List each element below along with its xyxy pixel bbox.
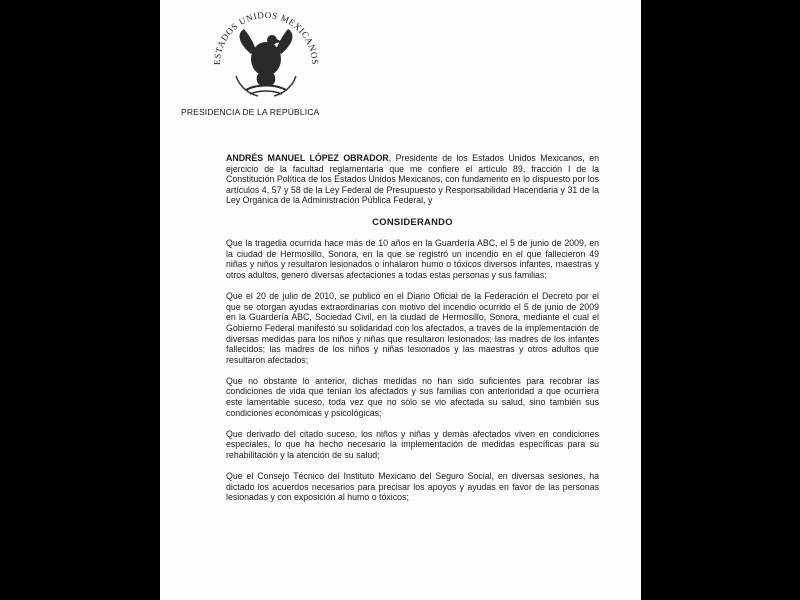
president-name: ANDRÉS MANUEL LÓPEZ OBRADOR: [226, 153, 389, 163]
document-page: [160, 0, 641, 600]
mexican-coat-of-arms-seal: [206, 4, 326, 102]
considerando-paragraph-4: Que derivado del citado suceso, los niños y niñas y demás afectados viven en condiciones especiales, lo que ha hecho necesario la implementación de medidas específicas para su rehabilitación y la atención de su salud;: [226, 428, 599, 461]
considerando-heading: CONSIDERANDO: [372, 215, 453, 227]
intro-text: , Presidente de los Estados Unidos Mexicanos, en ejercicio de la facultad reglamentaria que me confiere el artículo 89, fracción I de la Constitución Política de los Estados Unidos Mexicanos, con fundamento en lo dispuesto por los artículos 4, 57 y 58 de la Ley Federal de Presupuesto y Responsabilidad Hacendaria y 31 de la Ley Orgánica de la Administración Pública Federal, y: [226, 153, 599, 206]
considerando-paragraph-3: Que no obstante lo anterior, dichas medidas no han sido suficientes para recobrar las condiciones de vida que tenían los afectados y sus familias con anterioridad a que ocurriera este lamentable suceso, toda vez que no sólo se vio afectada su salud, sino también sus condiciones económicas y psicológicas;: [226, 375, 599, 418]
intro-paragraph: [226, 153, 599, 206]
considerando-paragraph-2: Que el 20 de julio de 2010, se publicó en el Diario Oficial de la Federación el Decreto por el que se otorgan ayudas extraordinarias con motivo del incendio ocurrido el 5 de junio de 2009 en la Guardería ABC, Sociedad Civil, en la ciudad de Hermosillo, Sonora, mediante el cual el Gobierno Federal manifestó su solidaridad con los afectados, a través de la implementación de diversas medidas para los niños y niñas que resultaron lesionados; las madres de los infantes fallecidos; las madres de los niños y niñas lesionados y las maestras y otros adultos que resultaron afectados;: [226, 291, 599, 365]
considerando-paragraph-5: Que el Consejo Técnico del Instituto Mexicano del Seguro Social, en diversas sesiones, ha dictado los acuerdos necesarios para precisar los apoyos y ayudas en favor de las personas lesionadas y con exposición al humo o tóxicos;: [226, 471, 599, 503]
seal-text: ESTADOS UNIDOS MEXICANOS: [211, 9, 321, 66]
decree-body: [226, 153, 599, 514]
considerando-paragraph-1: Que la tragedia ocurrida hace más de 10 años en la Guardería ABC, el 5 de junio de 2009, en la ciudad de Hermosillo, Sonora, en la que se registró un incendio en el que fallecieron 49 niñas y niños y resultaron lesionados o inhalaron humo o tóxicos diversos infantes, maestras y otros adultos, generó diversas afectaciones a todas estas personas y sus familias;: [226, 238, 599, 280]
office-title: PRESIDENCIA DE LA REPÚBLICA: [181, 107, 320, 117]
